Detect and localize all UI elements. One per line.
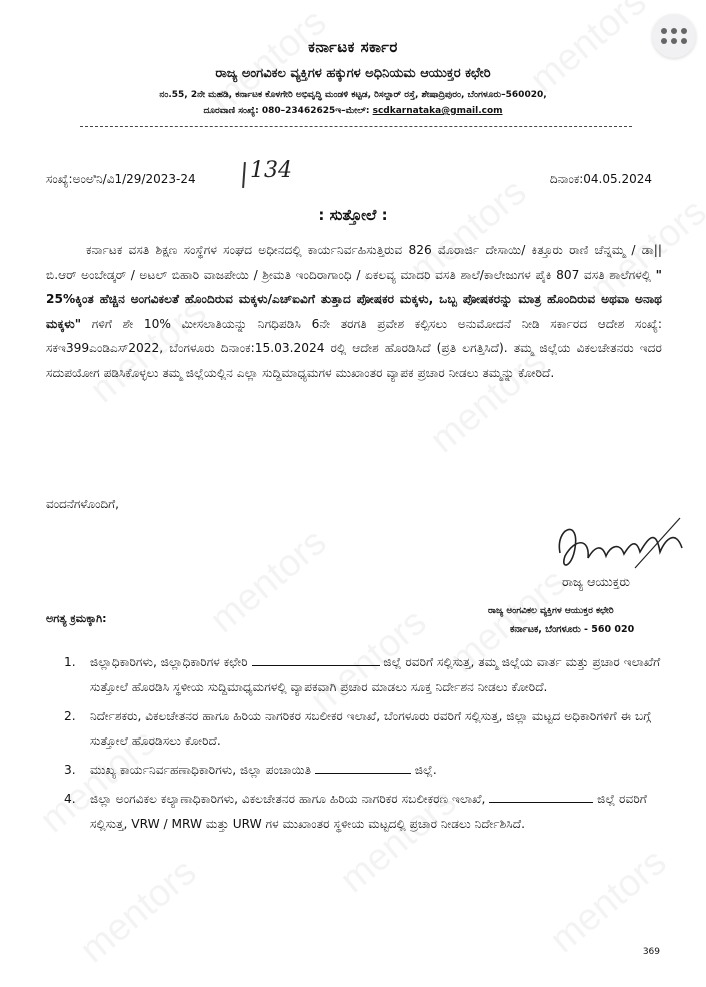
list-text: ಜಿಲ್ಲೆ ರವರಿಗೆ ಸಲ್ಲಿಸುತ್ತ, ತಮ್ಮ ಜಿಲ್ಲೆಯ ವಾರ್ತ ಮತ್ತು ಪ್ರಚಾರ ಇಲಾಖೆಗೆ ಸುತ್ತೋಲೆ ಹೊರಡಿಸಿ ಸ್ಥಳೀಯ ಸುದ್ದಿಮಾಧ್ಯಮಗಳಲ್ಲಿ ವ್ಯಾಪಕವಾಗಿ ಪ್ರಚಾರ ಮಾಡಲು ಸೂಕ್ತ ನಿರ್ದೇಶನ ನೀಡಲು ಕೋರಿದೆ. <box>90 655 661 694</box>
watermark <box>72 851 205 972</box>
office-name: ರಾಜ್ಯ ಅಂಗವಿಕಲ ವ್ಯಕ್ತಿಗಳ ಹಕ್ಕುಗಳ ಅಧಿನಿಯಮ ಆಯುಕ್ತರ ಕಛೇರಿ <box>215 66 491 81</box>
list-text: ಮುಖ್ಯ ಕಾರ್ಯನಿರ್ವಹಣಾಧಿಕಾರಿಗಳು, ಜಿಲ್ಲಾ ಪಂಚಾಯಿತಿ <box>90 763 312 777</box>
signatory-title: ರಾಜ್ಯ ಆಯುಕ್ತರು <box>562 574 631 589</box>
reference-number: ಸಂಖ್ಯೆ:ಅಂಅಿನಿ/ವಿ1/29/2023-24 <box>46 172 196 186</box>
page-number: 369 <box>642 947 660 957</box>
list-number: 1. <box>64 655 76 669</box>
watermark <box>202 1 335 122</box>
office-stamp-line1: ರಾಜ್ಯ ಅಂಗವಿಕಲ ವ್ಯಕ್ತಿಗಳ ಆಯುಕ್ತರ ಕಛೇರಿ <box>488 606 614 616</box>
list-text: ಜಿಲ್ಲಾಧಿಕಾರಿಗಳು, ಜಿಲ್ಲಾಧಿಕಾರಿಗಳ ಕಛೇರಿ <box>90 655 248 669</box>
fill-blank <box>315 759 411 774</box>
list-text: ಜಿಲ್ಲೆ ರವರಿಗೆ ಸಲ್ಲಿಸುತ್ತ, VRW / MRW ಮತ್ತು URW ಗಳ ಮುಖಾಂತರ ಸ್ಥಳೀಯ ಮಟ್ಟದಲ್ಲಿ ಪ್ರಚಾರ ನೀಡಲು ನಿರ್ದೇಶಿಸಿದೆ. <box>90 792 647 831</box>
watermark <box>542 841 675 962</box>
handwritten-mark <box>242 162 246 188</box>
list-item <box>60 758 670 783</box>
body-text-bold: " 25%ಕ್ಕಿಂತ ಹೆಚ್ಚಿನ ಅಂಗವಿಕಲತೆ ಹೊಂದಿರುವ ಮಕ್ಕಳು/ಎಚ್‌ಐವಿಗೆ ತುತ್ತಾದ ಪೋಷಕರ ಮಕ್ಕಳು, ಒಬ್ಬ ಪೋಷಕರನ್ನು ಮಾತ್ರ ಹೊಂದಿರುವ ಅಥವಾ ಅನಾಥ ಮಕ್ಕಳು" <box>46 267 663 331</box>
government-title: ಕರ್ನಾಟಕ ಸರ್ಕಾರ <box>308 38 398 56</box>
subject-heading: : ಸುತ್ತೋಲೆ : <box>318 206 388 224</box>
list-text: ಜಿಲ್ಲೆ. <box>414 763 437 777</box>
email-link[interactable]: scdkarnataka@gmail.com <box>372 106 503 116</box>
watermark <box>202 521 335 642</box>
office-contact <box>0 106 706 116</box>
cc-list <box>60 650 670 841</box>
header-divider <box>80 126 632 127</box>
body-text-2: ಗಳಿಗೆ ಶೇ 10% ಮೀಸಲಾತಿಯನ್ನು ನಿಗಧಿಪಡಿಸಿ 6ನೇ ತರಗತಿ ಪ್ರವೇಶ ಕಲ್ಪಿಸಲು ಅನುಮೋದನೆ ನೀಡಿ ಸರ್ಕಾರದ ಆದೇಶ ಸಂಖ್ಯೆ: ಸಕಇ399ಎಂಡಿಎಸ್2022, ಬೆಂಗಳೂರು ದಿನಾಂಕ:15.03.2024 ರಲ್ಲಿ ಆದೇಶ ಹೊರಡಿಸಿದೆ (ಪ್ರತಿ ಲಗತ್ತಿಸಿದೆ). ತಮ್ಮ ಜಿಲ್ಲೆಯ ವಿಕಲಚೇತನರು ಇದರ ಸದುಪಯೋಗ ಪಡಿಸಿಕೊಳ್ಳಲು ತಮ್ಮ ಜಿಲ್ಲೆಯಲ್ಲಿನ ಎಲ್ಲಾ ಸುದ್ದಿಮಾಧ್ಯಮಗಳ ಮುಖಾಂತರ ವ್ಯಾಪಕ ಪ್ರಚಾರ ನೀಡಲು ತಮ್ಮನ್ನು ಕೋರಿದೆ. <box>46 316 663 380</box>
body-text-1: ಕರ್ನಾಟಕ ವಸತಿ ಶಿಕ್ಷಣ ಸಂಸ್ಥೆಗಳ ಸಂಘದ ಅಧೀನದಲ್ಲಿ ಕಾರ್ಯನಿರ್ವಹಿಸುತ್ತಿರುವ 826 ಮೊರಾರ್ಜಿ ದೇಸಾಯಿ/ ಕಿತ್ತೂರು ರಾಣಿ ಚೆನ್ನಮ್ಮ / ಡಾ|| ಬಿ.ಆರ್ ಅಂಬೇಡ್ಕರ್ / ಅಟಲ್ ಬಿಹಾರಿ ವಾಜಪೇಯಿ / ಶ್ರೀಮತಿ ಇಂದಿರಾಗಾಂಧಿ / ಏಕಲವ್ಯ ಮಾದರಿ ವಸತಿ ಶಾಲೆ/ಕಾಲೇಜುಗಳ ಪೈಕಿ 807 ವಸತಿ ಶಾಲೆಗಳಲ್ಲಿ <box>46 243 662 282</box>
list-text: ಜಿಲ್ಲಾ ಅಂಗವಿಕಲ ಕಲ್ಯಾಣಾಧಿಕಾರಿಗಳು, ವಿಕಲಚೇತನರ ಹಾಗೂ ಹಿರಿಯ ನಾಗರಿಕರ ಸಬಲೀಕರಣ ಇಲಾಖೆ, <box>90 792 486 806</box>
list-number: 2. <box>64 709 76 723</box>
list-number: 4. <box>64 792 76 806</box>
list-item <box>60 650 670 700</box>
fill-blank <box>252 651 380 666</box>
handwritten-number: 134 <box>250 158 292 183</box>
list-item <box>60 787 670 837</box>
list-number: 3. <box>64 763 76 777</box>
office-stamp-line2: ಕರ್ನಾಟಕ, ಬೆಂಗಳೂರು - 560 020 <box>510 624 635 635</box>
closing-salutation: ವಂದನೆಗಳೊಂದಿಗೆ, <box>46 497 119 511</box>
fill-blank <box>489 788 593 803</box>
list-item <box>60 704 670 754</box>
body-paragraph <box>46 238 662 385</box>
document-date: ದಿನಾಂಕ:04.05.2024 <box>549 172 652 186</box>
list-text: ನಿರ್ದೇಶಕರು, ವಿಕಲಚೇತನರ ಹಾಗೂ ಹಿರಿಯ ನಾಗರಿಕರ ಸಬಲೀಕರ ಇಲಾಖೆ, ಬೆಂಗಳೂರು ರವರಿಗೆ ಸಲ್ಲಿಸುತ್ತ, ಜಿಲ್ಲಾ ಮಟ್ಟದ ಅಧಿಕಾರಿಗಳಿಗೆ ಈ ಬಗ್ಗೆ ಸುತ್ತೋಲೆ ಹೊರಡಿಸಲು ಕೋರಿದೆ. <box>90 709 651 748</box>
office-address: ನಂ.55, 2ನೇ ಮಹಡಿ, ಕರ್ನಾಟಕ ಕೊಳಗೇರಿ ಅಭಿವೃದ್ಧಿ ಮಂಡಳಿ ಕಟ್ಟಡ, ರಿಸಲ್ದಾರ್ ರಸ್ತೆ, ಶೇಷಾದ್ರಿಪುರಂ, ಬೆಂಗಳೂರು–560020, <box>159 90 547 100</box>
phone-label: ದೂರವಾಣಿ ಸಂಖ್ಯೆ: 080–23462625ಇ–ಮೇಲ್: <box>203 106 370 116</box>
cc-heading: ಅಗತ್ಯ ಕ್ರಮಕ್ಕಾಗಿ: <box>46 612 107 625</box>
